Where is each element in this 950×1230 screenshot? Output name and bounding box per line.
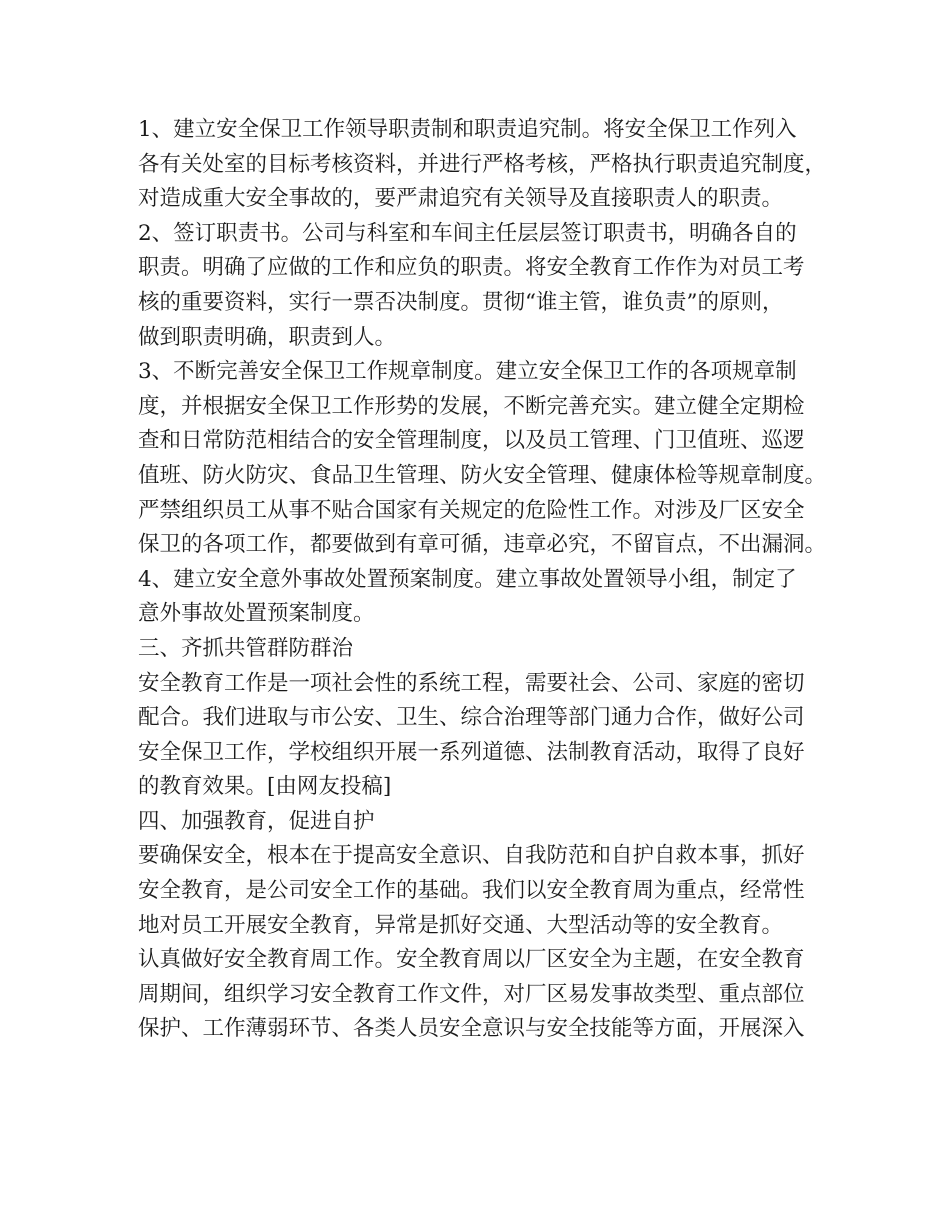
text-line: 4、建立安全意外事故处置预案制度。建立事故处置领导小组，制定了 xyxy=(138,566,797,592)
text-line: 保卫的各项工作，都要做到有章可循，违章必究，不留盲点，不出漏洞。 xyxy=(138,532,827,558)
text-line: 度，并根据安全保卫工作形势的发展，不断完善充实。建立健全定期检 xyxy=(138,393,805,419)
text-line: 的教育效果。[由网友投稿] xyxy=(138,774,392,800)
text-line: 保护、工作薄弱环节、各类人员安全意识与安全技能等方面，开展深入 xyxy=(138,1016,805,1042)
text-line: 核的重要资料，实行一票否决制度。贯彻“谁主管，谁负责”的原则， xyxy=(138,289,784,315)
text-line: 查和日常防范相结合的安全管理制度，以及员工管理、门卫值班、巡逻 xyxy=(138,428,805,454)
section-heading: 四、加强教育，促进自护 xyxy=(138,808,375,834)
text-line: 认真做好安全教育周工作。安全教育周以厂区安全为主题，在安全教育 xyxy=(138,947,805,973)
text-line: 要确保安全，根本在于提高安全意识、自我防范和自护自救本事，抓好 xyxy=(138,843,805,869)
text-line: 职责。明确了应做的工作和应负的职责。将安全教育工作作为对员工考 xyxy=(138,255,805,281)
text-line: 安全保卫工作，学校组织开展一系列道德、法制教育活动，取得了良好 xyxy=(138,739,805,765)
section-heading: 三、齐抓共管群防群治 xyxy=(138,635,354,661)
text-line: 周期间，组织学习安全教育工作文件，对厂区易发事故类型、重点部位 xyxy=(138,981,805,1007)
document-body xyxy=(138,113,828,1047)
text-line: 意外事故处置预案制度。 xyxy=(138,601,375,627)
text-line: 2、签订职责书。公司与科室和车间主任层层签订职责书，明确各自的 xyxy=(138,220,797,246)
text-line: 地对员工开展安全教育，异常是抓好交通、大型活动等的安全教育。 xyxy=(138,912,784,938)
text-line: 配合。我们进取与市公安、卫生、综合治理等部门通力合作，做好公司 xyxy=(138,705,805,731)
text-line: 做到职责明确，职责到人。 xyxy=(138,324,397,350)
text-line: 安全教育工作是一项社会性的系统工程，需要社会、公司、家庭的密切 xyxy=(138,670,805,696)
text-line: 3、不断完善安全保卫工作规章制度。建立安全保卫工作的各项规章制 xyxy=(138,359,797,385)
text-line: 对造成重大安全事故的，要严肃追究有关领导及直接职责人的职责。 xyxy=(138,186,784,212)
text-line: 值班、防火防灾、食品卫生管理、防火安全管理、健康体检等规章制度。 xyxy=(138,462,827,488)
text-line: 1、建立安全保卫工作领导职责制和职责追究制。将安全保卫工作列入 xyxy=(138,117,797,142)
text-line: 安全教育，是公司安全工作的基础。我们以安全教育周为重点，经常性 xyxy=(138,878,805,904)
text-line: 严禁组织员工从事不贴合国家有关规定的危险性工作。对涉及厂区安全 xyxy=(138,497,805,523)
text-line: 各有关处室的目标考核资料，并进行严格考核，严格执行职责追究制度， xyxy=(138,151,827,177)
